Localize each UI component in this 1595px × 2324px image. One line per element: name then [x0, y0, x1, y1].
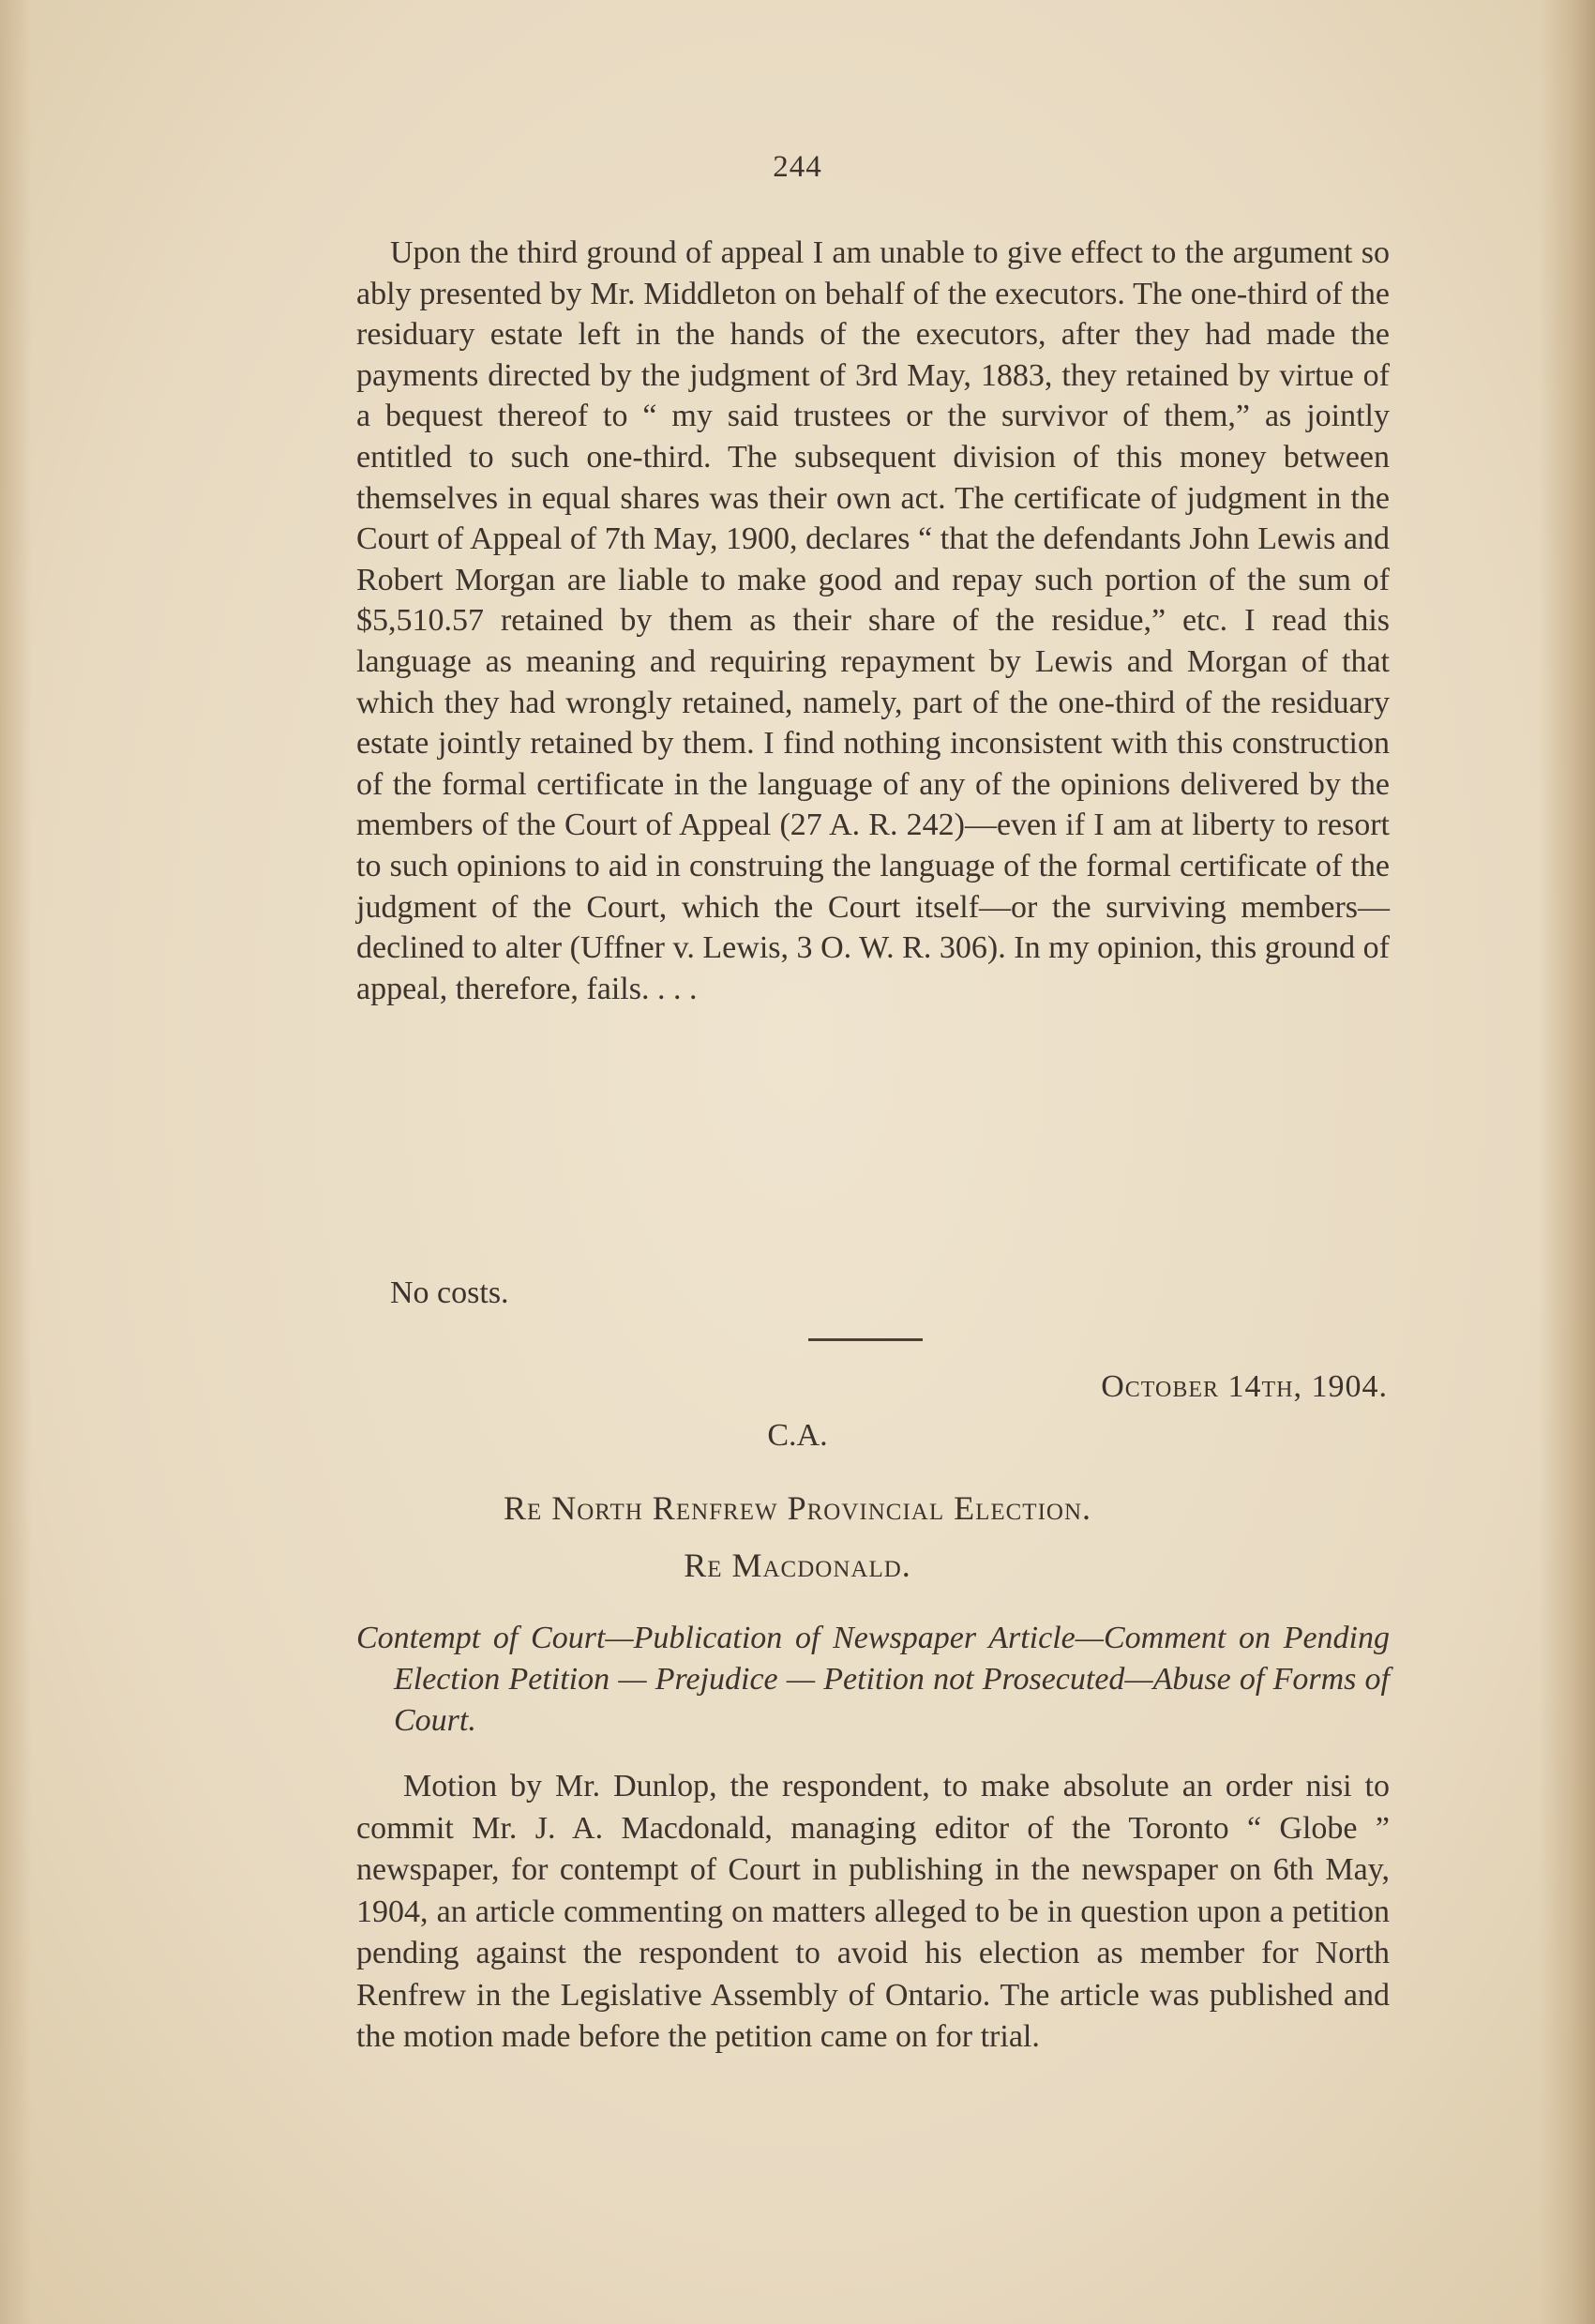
page-number: 244: [773, 150, 822, 184]
case-title: Re North Renfrew Provincial Election.: [503, 1489, 1092, 1527]
paragraph-text: Upon the third ground of appeal I am unable to give effect to the argument so ably presented by Mr. Middleton on behalf of the executors. The one-third of the residuary estate left in the hands of the executors, after they had made the payments directed by the judgment of 3rd May, 1883, they retained by virtue of a bequest thereof to “ my said trustees or the survivor of them,” as jointly entitled to such one-third. The subsequent division of this money between themselves in equal shares was their own act. The certificate of judgment in the Court of Appeal of 7th May, 1900, declares “ that the defendants John Lewis and Robert Morgan are liable to make good and repay such portion of the sum of $5,510.57 retained by them as their share of the residue,” etc. I read this language as meaning and requiring repayment by Lewis and Morgan of that which they had wrongly retained, namely, part of the one-third of the residuary estate jointly retained by them. I find nothing inconsistent with this construction of the formal certificate in the language of any of the opinions delivered by the members of the Court of Appeal (27 A. R. 242)—even if I am at liberty to resort to such opinions to aid in construing the language of the formal certificate of the judgment of the Court, which the Court itself—or the surviving members—declined to alter (Uffner v. Lewis, 3 O. W. R. 306). In my opinion, this ground of appeal, therefore, fails. . . .: [356, 235, 1390, 1006]
page-edge-right: [1539, 0, 1595, 2324]
section-divider: [808, 1338, 923, 1341]
court-label: C.A.: [767, 1418, 828, 1453]
judgment-date: October 14th, 1904.: [1101, 1369, 1388, 1404]
page-edge-left: [0, 0, 32, 2324]
costs-paragraph: [356, 1273, 1390, 1314]
case-subtitle: Re Macdonald.: [684, 1547, 911, 1584]
motion-paragraph: Motion by Mr. Dunlop, the respondent, to make absolute an order nisi to commit Mr. J. A. Macdonald, managing editor of the Toronto “ Globe ” newspaper, for contempt of Court in publishing in the newspaper on 6th May, 1904, an article commenting on matters alleged to be in question upon a petition pending against the respondent to avoid his election as member for North Renfrew in the Legislative Assembly of Ontario. The article was published and the motion made before the petition came on for trial.: [356, 1769, 1390, 2054]
paragraph-text: No costs.: [390, 1275, 509, 1310]
headnote: Contempt of Court—Publication of Newspaper Article—Comment on Pending Election Petition — Prejudice — Petition not Prosecuted—Abuse of Forms of Court.: [356, 1621, 1390, 1738]
judgment-paragraph: [356, 233, 1390, 1009]
